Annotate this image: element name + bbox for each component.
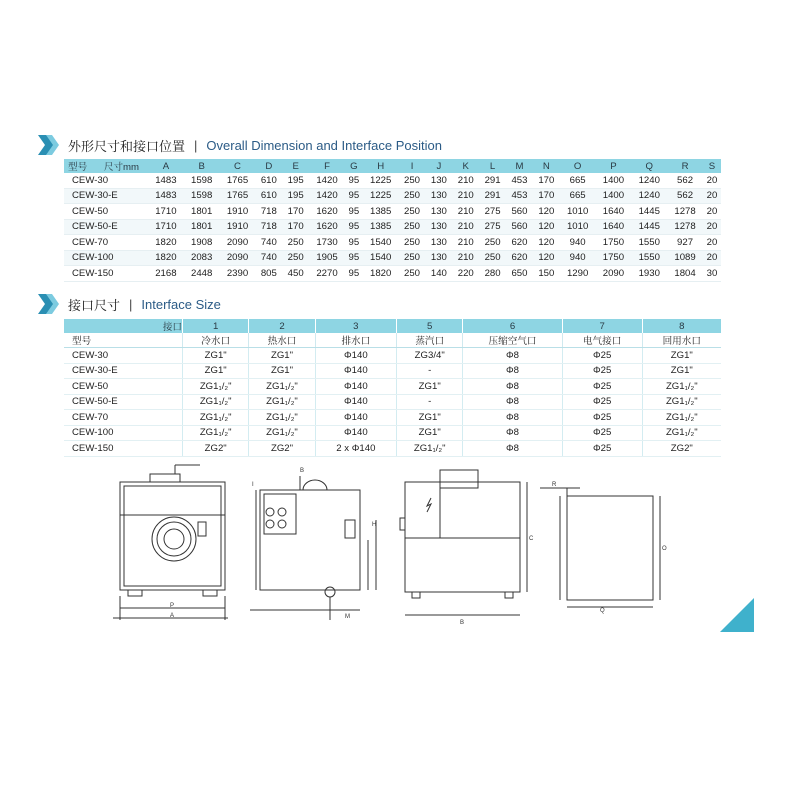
interface-cell: ZG1₁/₂"	[249, 410, 315, 426]
dimension-cell: 2090	[596, 266, 632, 282]
dimension-cell: 1710	[148, 204, 184, 220]
interface-cell: Φ8	[463, 379, 562, 395]
interface-name-header: 热水口	[249, 333, 315, 348]
dimension-cell: 195	[282, 188, 309, 204]
dimension-cell: 620	[506, 235, 533, 251]
dimension-cell: 1089	[667, 250, 703, 266]
dimension-cell: 1598	[184, 173, 220, 188]
dimension-cell: 1483	[148, 188, 184, 204]
interface-cell: Φ25	[562, 363, 642, 379]
dimension-column-header: S	[703, 159, 721, 173]
dimension-cell: 1620	[309, 219, 345, 235]
dimension-cell: 610	[255, 188, 282, 204]
model-cell: CEW-70	[64, 410, 183, 426]
dimension-cell: 120	[533, 219, 560, 235]
interface-cell: Φ8	[463, 441, 562, 457]
table-row	[64, 379, 721, 395]
dimension-cell: 2090	[220, 250, 256, 266]
top-view-drawing	[540, 488, 660, 607]
interface-cell: Φ140	[315, 410, 396, 426]
model-cell: CEW-70	[64, 235, 148, 251]
interface-cell: ZG1₁/₂"	[642, 425, 721, 441]
interface-cell: Φ8	[463, 348, 562, 364]
interface-number-header: 8	[642, 319, 721, 333]
dimension-cell: 560	[506, 219, 533, 235]
dimension-cell: 20	[703, 219, 721, 235]
dimension-cell: 805	[255, 266, 282, 282]
dim-label: O	[662, 546, 667, 552]
dimension-column-header: C	[220, 159, 256, 173]
model-cell: CEW-50-E	[64, 219, 148, 235]
table-row	[64, 394, 721, 410]
table-row	[64, 235, 721, 251]
dimension-cell: 1550	[631, 235, 667, 251]
interface-number-header: 3	[315, 319, 396, 333]
dimension-cell: 1765	[220, 173, 256, 188]
dimension-cell: 620	[506, 250, 533, 266]
table-row	[64, 219, 721, 235]
table-row	[64, 250, 721, 266]
dimension-cell: 1801	[184, 204, 220, 220]
dimension-cell: 927	[667, 235, 703, 251]
dimension-cell: 718	[255, 219, 282, 235]
interface-cell: -	[397, 363, 463, 379]
interface-cell: Φ25	[562, 441, 642, 457]
dim-label: M	[345, 614, 350, 620]
interface-cell: ZG1"	[249, 348, 315, 364]
dimension-cell: 250	[399, 219, 426, 235]
dimension-cell: 250	[399, 250, 426, 266]
corner-model-label: 型号	[68, 162, 88, 173]
dimension-cell: 130	[425, 188, 452, 204]
dim-label: R	[552, 482, 557, 488]
dimension-cell: 95	[345, 266, 363, 282]
interface-number-header: 7	[562, 319, 642, 333]
dimension-cell: 1225	[363, 173, 399, 188]
dimension-cell: 1620	[309, 204, 345, 220]
interface-cell: ZG1₁/₂"	[642, 379, 721, 395]
interface-cell: Φ25	[562, 394, 642, 410]
dimension-column-header: R	[667, 159, 703, 173]
title-divider: |	[194, 137, 198, 153]
interface-cell: ZG1"	[397, 410, 463, 426]
dimension-cell: 1400	[596, 188, 632, 204]
interface-number-header: 6	[463, 319, 562, 333]
dimension-cell: 1930	[631, 266, 667, 282]
dimension-cell: 560	[506, 204, 533, 220]
dimension-column-header: F	[309, 159, 345, 173]
dimension-header-row	[64, 159, 721, 173]
dimension-cell: 130	[425, 204, 452, 220]
dimension-cell: 250	[399, 173, 426, 188]
section-title-en: Overall Dimension and Interface Position	[206, 137, 442, 153]
table-row	[64, 410, 721, 426]
interface-cell: ZG2"	[183, 441, 249, 457]
dimension-column-header: H	[363, 159, 399, 173]
interface-name-header: 回用水口	[642, 333, 721, 348]
interface-cell: Φ140	[315, 425, 396, 441]
dimension-cell: 1750	[596, 250, 632, 266]
dimension-cell: 1385	[363, 204, 399, 220]
interface-cell: ZG1"	[183, 363, 249, 379]
interface-cell: ZG1"	[397, 425, 463, 441]
dimension-cell: 95	[345, 173, 363, 188]
interface-cell: Φ140	[315, 348, 396, 364]
table-row	[64, 204, 721, 220]
dimension-cell: 20	[703, 250, 721, 266]
dimension-cell: 210	[452, 173, 479, 188]
interface-corner-label: 接口	[64, 319, 183, 333]
dimension-column-header: G	[345, 159, 363, 173]
dimension-cell: 210	[452, 219, 479, 235]
dimension-cell: 280	[479, 266, 506, 282]
dimension-cell: 210	[452, 188, 479, 204]
dim-label: P	[170, 603, 175, 609]
section-title-zh: 外形尺寸和接口位置	[68, 139, 186, 155]
dimension-cell: 940	[560, 250, 596, 266]
interface-cell: Φ140	[315, 363, 396, 379]
dimension-cell: 1750	[596, 235, 632, 251]
interface-cell: ZG1₁/₂"	[249, 379, 315, 395]
dimension-cell: 1640	[596, 204, 632, 220]
dimension-column-header: I	[399, 159, 426, 173]
model-cell: CEW-150	[64, 441, 183, 457]
dim-label: B	[460, 620, 465, 626]
dimension-column-header: M	[506, 159, 533, 173]
dimension-cell: 250	[282, 235, 309, 251]
dimension-cell: 1010	[560, 204, 596, 220]
dimension-cell: 150	[533, 266, 560, 282]
technical-drawings	[0, 460, 800, 640]
dimension-cell: 95	[345, 250, 363, 266]
dimension-cell: 1278	[667, 219, 703, 235]
section-title-zh: 接口尺寸	[68, 298, 121, 314]
dimension-cell: 250	[479, 235, 506, 251]
dimension-column-header: N	[533, 159, 560, 173]
dimension-cell: 562	[667, 188, 703, 204]
section-title-interface	[38, 294, 221, 314]
model-cell: CEW-30-E	[64, 363, 183, 379]
dimension-cell: 2168	[148, 266, 184, 282]
dimension-cell: 940	[560, 235, 596, 251]
dimension-column-header: B	[184, 159, 220, 173]
dimension-cell: 650	[506, 266, 533, 282]
dimension-cell: 220	[452, 266, 479, 282]
interface-cell: ZG1₁/₂"	[183, 379, 249, 395]
interface-cell: Φ140	[315, 379, 396, 395]
interface-cell: ZG1"	[183, 348, 249, 364]
interface-cell: ZG1₁/₂"	[249, 394, 315, 410]
dimension-cell: 210	[452, 204, 479, 220]
dimension-cell: 1910	[220, 204, 256, 220]
interface-cell: Φ25	[562, 379, 642, 395]
dimension-cell: 130	[425, 173, 452, 188]
title-divider: |	[129, 296, 133, 312]
front-view-drawing	[113, 465, 228, 620]
model-cell: CEW-30-E	[64, 188, 148, 204]
interface-cell: ZG1"	[642, 363, 721, 379]
interface-cell: ZG1₁/₂"	[249, 425, 315, 441]
interface-cell: 2 x Φ140	[315, 441, 396, 457]
table-row	[64, 363, 721, 379]
interface-cell: ZG1₁/₂"	[642, 410, 721, 426]
dimension-cell: 665	[560, 173, 596, 188]
dimension-cell: 250	[282, 250, 309, 266]
dimension-column-header: L	[479, 159, 506, 173]
interface-cell: Φ140	[315, 394, 396, 410]
dimension-cell: 1225	[363, 188, 399, 204]
dimension-cell: 1540	[363, 250, 399, 266]
dimension-cell: 2390	[220, 266, 256, 282]
table-row	[64, 188, 721, 204]
interface-cell: ZG1₁/₂"	[183, 425, 249, 441]
dimension-column-header: A	[148, 159, 184, 173]
dimension-column-header: Q	[631, 159, 667, 173]
dimension-cell: 120	[533, 250, 560, 266]
interface-cell: Φ8	[463, 410, 562, 426]
dimension-table	[64, 159, 721, 282]
dimension-cell: 1010	[560, 219, 596, 235]
dimension-cell: 1730	[309, 235, 345, 251]
chevron-arrow-icon	[38, 294, 62, 314]
dimension-column-header: O	[560, 159, 596, 173]
dimension-cell: 2270	[309, 266, 345, 282]
dimension-cell: 1420	[309, 173, 345, 188]
dimension-cell: 291	[479, 188, 506, 204]
dimension-cell: 120	[533, 235, 560, 251]
dimension-cell: 1908	[184, 235, 220, 251]
dimension-cell: 250	[479, 250, 506, 266]
dimension-cell: 170	[282, 219, 309, 235]
table-row	[64, 173, 721, 188]
interface-table	[64, 319, 721, 457]
dimension-cell: 562	[667, 173, 703, 188]
dimension-cell: 275	[479, 219, 506, 235]
dimension-cell: 1640	[596, 219, 632, 235]
dimension-cell: 718	[255, 204, 282, 220]
dimension-cell: 170	[533, 188, 560, 204]
dimension-cell: 275	[479, 204, 506, 220]
dimension-cell: 130	[425, 235, 452, 251]
dimension-cell: 1240	[631, 188, 667, 204]
dimension-cell: 20	[703, 235, 721, 251]
dimension-cell: 95	[345, 219, 363, 235]
corner-decoration	[720, 598, 754, 632]
side-view-drawing	[400, 470, 527, 615]
dimension-cell: 1483	[148, 173, 184, 188]
dimension-cell: 1290	[560, 266, 596, 282]
dimension-column-header: K	[452, 159, 479, 173]
interface-cell: ZG3/4"	[397, 348, 463, 364]
interface-cell: ZG1₁/₂"	[183, 394, 249, 410]
table-row	[64, 425, 721, 441]
model-cell: CEW-150	[64, 266, 148, 282]
dimension-cell: 1820	[148, 235, 184, 251]
dimension-column-header: D	[255, 159, 282, 173]
dimension-cell: 210	[452, 250, 479, 266]
dimension-cell: 450	[282, 266, 309, 282]
model-cell: CEW-100	[64, 425, 183, 441]
dimension-cell: 1400	[596, 173, 632, 188]
dimension-cell: 120	[533, 204, 560, 220]
dimension-cell: 1801	[184, 219, 220, 235]
dimension-cell: 1278	[667, 204, 703, 220]
dimension-cell: 740	[255, 235, 282, 251]
dimension-cell: 1910	[220, 219, 256, 235]
dimension-cell: 1420	[309, 188, 345, 204]
dimension-cell: 2083	[184, 250, 220, 266]
dimension-column-header: J	[425, 159, 452, 173]
interface-number-header: 2	[249, 319, 315, 333]
dimension-cell: 170	[282, 204, 309, 220]
dimension-cell: 30	[703, 266, 721, 282]
interface-name-header: 排水口	[315, 333, 396, 348]
dimension-cell: 130	[425, 219, 452, 235]
dimension-cell: 1540	[363, 235, 399, 251]
dimension-cell: 1550	[631, 250, 667, 266]
dimension-column-header: E	[282, 159, 309, 173]
interface-cell: ZG1"	[249, 363, 315, 379]
dimension-cell: 453	[506, 188, 533, 204]
model-cell: CEW-50-E	[64, 394, 183, 410]
model-cell: CEW-50	[64, 379, 183, 395]
dimension-cell: 291	[479, 173, 506, 188]
dim-label: A	[170, 613, 175, 619]
model-cell: CEW-30	[64, 173, 148, 188]
dimension-cell: 1385	[363, 219, 399, 235]
dimension-cell: 250	[399, 188, 426, 204]
model-cell: CEW-50	[64, 204, 148, 220]
interface-cell: Φ8	[463, 394, 562, 410]
dimension-cell: 140	[425, 266, 452, 282]
dim-label: H	[372, 522, 377, 528]
dimension-cell: 95	[345, 204, 363, 220]
dimension-cell: 195	[282, 173, 309, 188]
dimension-cell: 1240	[631, 173, 667, 188]
dimension-cell: 1710	[148, 219, 184, 235]
interface-cell: ZG1₁/₂"	[642, 394, 721, 410]
dimension-cell: 250	[399, 266, 426, 282]
interface-cell: Φ8	[463, 425, 562, 441]
dimension-cell: 20	[703, 173, 721, 188]
interface-cell: Φ25	[562, 348, 642, 364]
section-title-dimension	[38, 135, 442, 155]
dimension-cell: 2090	[220, 235, 256, 251]
dimension-column-header: P	[596, 159, 632, 173]
table-row	[64, 266, 721, 282]
dimension-cell: 453	[506, 173, 533, 188]
dimension-cell: 1820	[363, 266, 399, 282]
dimension-cell: 170	[533, 173, 560, 188]
dimension-cell: 1820	[148, 250, 184, 266]
model-cell: CEW-30	[64, 348, 183, 364]
dimension-cell: 1598	[184, 188, 220, 204]
dim-label: B	[300, 468, 305, 474]
dimension-cell: 1765	[220, 188, 256, 204]
dimension-cell: 95	[345, 188, 363, 204]
interface-cell: ZG1₁/₂"	[397, 441, 463, 457]
interface-number-header: 5	[397, 319, 463, 333]
interface-cell: -	[397, 394, 463, 410]
dimension-corner-header	[64, 159, 148, 173]
dimension-cell: 740	[255, 250, 282, 266]
interface-cell: Φ25	[562, 410, 642, 426]
interface-number-row	[64, 319, 721, 333]
interface-cell: ZG2"	[249, 441, 315, 457]
dimension-cell: 1905	[309, 250, 345, 266]
back-view-drawing	[250, 476, 376, 620]
dimension-cell: 665	[560, 188, 596, 204]
table-row	[64, 348, 721, 364]
interface-name-header: 电气接口	[562, 333, 642, 348]
dimension-cell: 1445	[631, 204, 667, 220]
dimension-cell: 210	[452, 235, 479, 251]
interface-cell: Φ25	[562, 425, 642, 441]
dimension-cell: 250	[399, 235, 426, 251]
dim-label: Q	[600, 608, 605, 614]
table-row	[64, 441, 721, 457]
dimension-cell: 1804	[667, 266, 703, 282]
interface-cell: ZG1"	[642, 348, 721, 364]
dimension-cell: 95	[345, 235, 363, 251]
interface-name-header: 冷水口	[183, 333, 249, 348]
dimension-cell: 130	[425, 250, 452, 266]
interface-cell: ZG1₁/₂"	[183, 410, 249, 426]
interface-cell: ZG1"	[397, 379, 463, 395]
dim-label: C	[529, 536, 534, 542]
interface-cell: ZG2"	[642, 441, 721, 457]
dimension-cell: 610	[255, 173, 282, 188]
interface-number-header: 1	[183, 319, 249, 333]
dimension-cell: 20	[703, 188, 721, 204]
interface-name-header: 压缩空气口	[463, 333, 562, 348]
interface-cell: Φ8	[463, 363, 562, 379]
interface-name-header: 蒸汽口	[397, 333, 463, 348]
chevron-arrow-icon	[38, 135, 62, 155]
dimension-cell: 250	[399, 204, 426, 220]
model-cell: CEW-100	[64, 250, 148, 266]
dimension-cell: 20	[703, 204, 721, 220]
dimension-cell: 2448	[184, 266, 220, 282]
dim-label: I	[252, 482, 254, 488]
interface-name-row	[64, 333, 721, 348]
dimension-cell: 1445	[631, 219, 667, 235]
corner-unit-label: 尺寸mm	[103, 162, 140, 173]
section-title-en: Interface Size	[141, 296, 221, 312]
interface-corner-model: 型号	[64, 333, 183, 348]
